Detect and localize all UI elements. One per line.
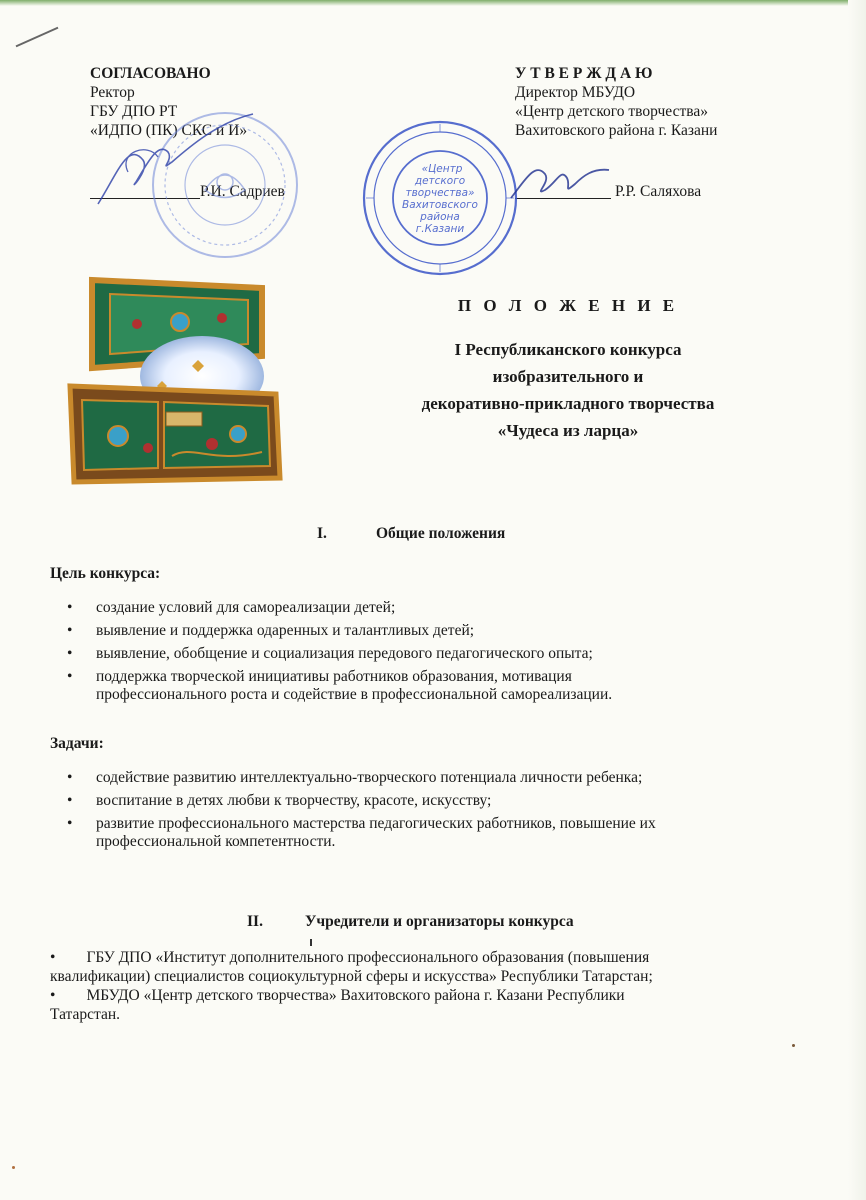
list-item: • выявление, обобщение и социализация передового педагогического опыта;: [67, 645, 593, 662]
stamp-text: «Центр: [421, 163, 463, 175]
title-main: П О Л О Ж Е Н И Е: [457, 296, 679, 315]
approval-right-signatory: Р.Р. Саляхова: [615, 183, 702, 200]
list-item: • воспитание в детях любви к творчеству, красоте, искусству;: [67, 792, 492, 809]
goal-heading: Цель конкурса:: [50, 565, 161, 582]
stamp-text: Вахитовского: [402, 199, 478, 211]
approval-right-heading: У Т В Е Р Ж Д А Ю: [515, 65, 653, 82]
title-line: изобразительного и: [492, 367, 644, 386]
approval-left-line: Ректор: [90, 84, 135, 101]
section-2-number: II.: [247, 913, 263, 930]
list-item: • ГБУ ДПО «Институт дополнительного профессионального образования (повышения: [50, 949, 650, 966]
signature-left: [88, 112, 258, 212]
section-2-heading: Учредители и организаторы конкурса: [305, 913, 574, 930]
goals-list: [62, 599, 822, 709]
approval-right: [515, 64, 717, 140]
stamp-text: г.Казани: [415, 223, 465, 235]
approval-right-line: «Центр детского творчества»: [515, 103, 708, 120]
tasks-heading: Задачи:: [50, 735, 104, 752]
title-line: декоративно-прикладного творчества: [421, 394, 715, 413]
list-item-continuation: Татарстан.: [50, 1006, 121, 1023]
stamp-text: творчества»: [405, 187, 475, 199]
pen-mark: [16, 27, 59, 48]
list-item: • создание условий для самореализации детей;: [67, 599, 396, 616]
approval-left-line: «ИДПО (ПК) СКС и И»: [90, 122, 248, 139]
tasks-list: [62, 769, 822, 856]
approval-left-heading: СОГЛАСОВАНО: [90, 65, 211, 82]
pen-mark: [310, 939, 312, 946]
document-title: [360, 296, 776, 444]
treasure-chest-illustration: [62, 268, 302, 490]
stamp-right: [360, 118, 520, 278]
organizers-list: [50, 949, 810, 1025]
approval-left-signatory: Р.И. Садриев: [200, 183, 285, 200]
list-item-continuation: квалификации) специалистов социокультурной сферы и искусства» Республики Татарстан;: [50, 968, 653, 985]
approval-left-line: ГБУ ДПО РТ: [90, 103, 178, 120]
scan-right-edge: [848, 0, 866, 1200]
list-item: • развитие профессионального мастерства педагогических работников, повышение их профессиональной компетентности.: [67, 815, 656, 850]
stamp-text: детского: [414, 175, 466, 187]
approval-right-line: Директор МБУДО: [515, 84, 636, 101]
title-line: «Чудеса из ларца»: [497, 421, 639, 440]
section-1-number: I.: [317, 525, 327, 542]
list-item: • выявление и поддержка одаренных и талантливых детей;: [67, 622, 475, 639]
scan-speck: [792, 1044, 795, 1047]
stamp-text: района: [420, 211, 460, 223]
approval-right-line: Вахитовского района г. Казани: [515, 122, 718, 139]
signature-right: [505, 160, 615, 205]
list-item: • МБУДО «Центр детского творчества» Вахитовского района г. Казани Республики: [50, 987, 625, 1004]
scan-top-edge: [0, 0, 866, 6]
list-item: • содействие развитию интеллектуально-творческого потенциала личности ребенка;: [67, 769, 643, 786]
list-item: • поддержка творческой инициативы работников образования, мотивация профессионального роста и содействие в профессиональной самореализации.: [67, 668, 613, 703]
title-line: I Республиканского конкурса: [454, 340, 682, 359]
section-1-heading: Общие положения: [376, 525, 506, 542]
scan-speck: [12, 1166, 15, 1169]
